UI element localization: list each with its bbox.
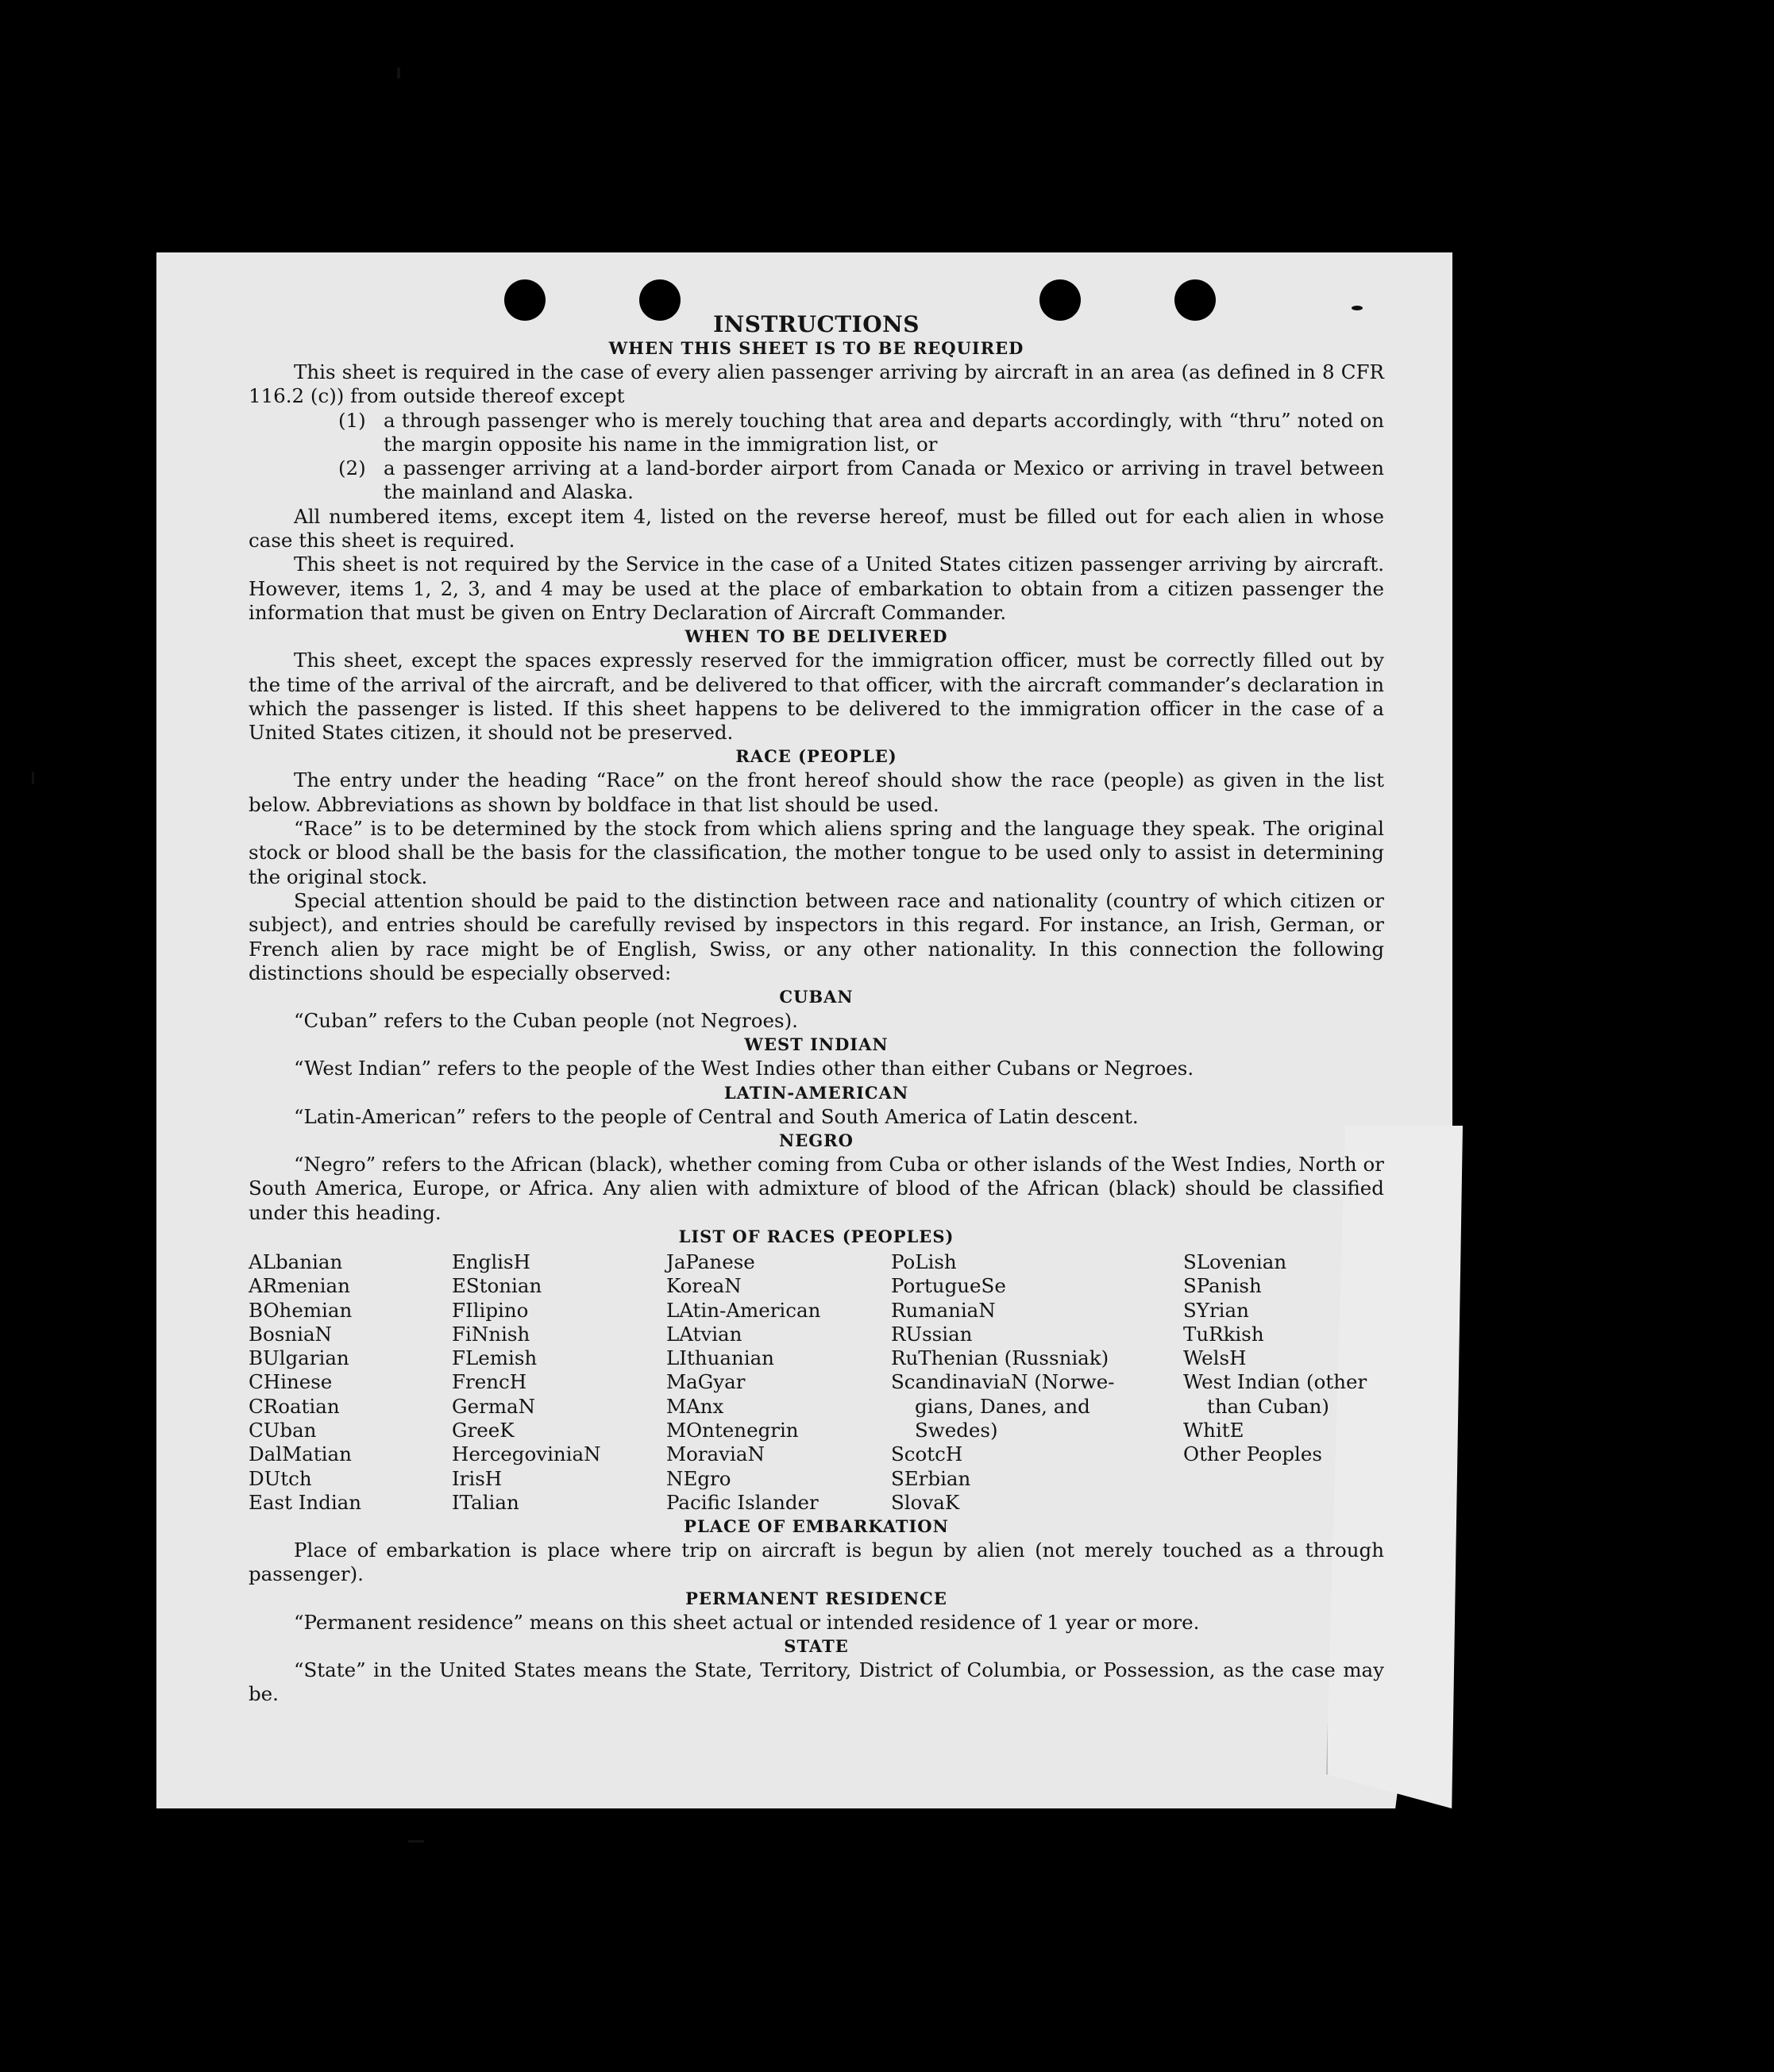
race-entry: SPanish <box>1183 1274 1262 1298</box>
race-entry: ALbanian <box>249 1250 343 1273</box>
race-entry: RuThenian (Russniak) <box>891 1346 1109 1370</box>
race-entry: ARmenian <box>249 1274 350 1298</box>
section-heading: LIST OF RACES (PEOPLES) <box>678 1226 954 1246</box>
race-entry: IrisH <box>452 1466 503 1490</box>
paragraph: “Race” is to be determined by the stock from which aliens spring and the language they speak. The original stock or blood shall be the basis for the classification, the mother tongue to be used only to assist in determining the original stock. <box>249 817 1384 888</box>
race-entry: SLovenian <box>1183 1250 1287 1273</box>
races-column <box>249 1250 452 1515</box>
section-heading: LATIN-AMERICAN <box>723 1082 909 1103</box>
race-entry: West Indian (other <box>1183 1370 1367 1394</box>
race-entry: BosniaN <box>249 1322 332 1346</box>
race-entry: East Indian <box>249 1490 362 1514</box>
race-entry: Pacific Islander <box>666 1490 819 1514</box>
race-entry: MAnx <box>666 1394 724 1418</box>
race-entry: EStonian <box>452 1274 542 1298</box>
race-entry: SlovaK <box>891 1490 960 1514</box>
item-text: a passenger arriving at a land-border airport from Canada or Mexico or arriving in travel between the mainland and Alaska. <box>384 456 1384 504</box>
item-number: (1) <box>338 408 366 432</box>
list-item <box>338 409 1384 457</box>
paragraph: “Permanent residence” means on this sheet actual or intended residence of 1 year or more. <box>294 1610 1200 1634</box>
race-entry: RUssian <box>891 1322 973 1346</box>
race-entry: BUlgarian <box>249 1346 349 1370</box>
paragraph: The entry under the heading “Race” on the front hereof should show the race (people) as given in the list below. Abbreviations as shown by boldface in that list should be used. <box>249 768 1384 816</box>
race-entry: CHinese <box>249 1370 333 1394</box>
races-list <box>249 1250 1384 1515</box>
paragraph: “Cuban” refers to the Cuban people (not Negroes). <box>294 1009 798 1033</box>
races-column <box>452 1250 666 1515</box>
race-entry: PortugueSe <box>891 1274 1006 1298</box>
race-entry: GermaN <box>452 1394 536 1418</box>
race-entry: KoreaN <box>666 1274 742 1298</box>
paragraph: “West Indian” refers to the people of the West Indies other than either Cubans or Negroes. <box>294 1057 1194 1080</box>
paragraph: All numbered items, except item 4, listed on the reverse hereof, must be filled out for each alien in whose case this sheet is required. <box>249 504 1384 553</box>
race-entry: than Cuban) <box>1207 1394 1329 1418</box>
race-entry: JaPanese <box>666 1250 755 1273</box>
section-heading: STATE <box>784 1636 849 1657</box>
race-entry: SErbian <box>891 1466 971 1490</box>
race-entry: SYrian <box>1183 1298 1249 1322</box>
race-entry: TuRkish <box>1183 1322 1264 1346</box>
race-entry: FrencH <box>452 1370 527 1394</box>
instructions-text <box>249 313 1384 1707</box>
paragraph: This sheet is required in the case of every alien passenger arriving by aircraft in an area (as defined in 8 CFR 116.2 (c)) from outside thereof except <box>249 360 1384 408</box>
item-text: a through passenger who is merely touching that area and departs accordingly, with “thru” noted on the margin opposite his name in the immigration list, or <box>384 408 1384 456</box>
race-entry: gians, Danes, and <box>915 1394 1090 1418</box>
race-entry: Other Peoples <box>1183 1442 1322 1466</box>
race-entry: GreeK <box>452 1418 515 1442</box>
section-heading: WHEN TO BE DELIVERED <box>685 626 948 647</box>
section-heading: WEST INDIAN <box>744 1034 889 1055</box>
paragraph: Special attention should be paid to the distinction between race and nationality (country of which citizen or subject), and entries should be carefully revised by inspectors in this regard. For instance, an Irish, German, or French alien by race might be of English, Swiss, or any other nationality. In this connection the following distinctions should be especially observed: <box>249 888 1384 984</box>
race-entry: EnglisH <box>452 1250 530 1273</box>
race-entry: MOntenegrin <box>666 1418 799 1442</box>
race-entry: MaGyar <box>666 1370 746 1394</box>
paragraph: This sheet is not required by the Service in the case of a United States citizen passenger arriving by aircraft. However, items 1, 2, 3, and 4 may be used at the place of embarkation to obtain from a citizen passenger the information that must be given on Entry Declaration of Aircraft Commander. <box>249 553 1384 624</box>
race-entry: HercegoviniaN <box>452 1442 601 1466</box>
race-entry: FLemish <box>452 1346 538 1370</box>
race-entry: RumaniaN <box>891 1298 996 1322</box>
section-heading: CUBAN <box>779 987 854 1007</box>
section-heading: PERMANENT RESIDENCE <box>685 1588 947 1608</box>
race-entry: FIlipino <box>452 1298 529 1322</box>
race-entry: Swedes) <box>915 1418 998 1442</box>
paragraph: Place of embarkation is place where trip on aircraft is begun by alien (not merely touched as a through passenger). <box>249 1539 1384 1586</box>
race-entry: MoraviaN <box>666 1442 765 1466</box>
race-entry: ScandinaviaN (Norwe- <box>891 1370 1115 1394</box>
race-entry: LAtin-American <box>666 1298 821 1322</box>
item-number: (2) <box>338 456 366 480</box>
races-column <box>1183 1250 1384 1515</box>
race-entry: LAtvian <box>666 1322 742 1346</box>
section-heading: WHEN THIS SHEET IS TO BE REQUIRED <box>608 338 1024 358</box>
race-entry: BOhemian <box>249 1298 353 1322</box>
race-entry: DUtch <box>249 1466 312 1490</box>
race-entry: WelsH <box>1183 1346 1247 1370</box>
paragraph: “Negro” refers to the African (black), whether coming from Cuba or other islands of the West Indies, North or South America, Europe, or Africa. Any alien with admixture of blood of the African (black) should be classified under this heading. <box>249 1153 1384 1224</box>
section-heading: PLACE OF EMBARKATION <box>684 1516 949 1537</box>
race-entry: LIthuanian <box>666 1346 774 1370</box>
section-heading: NEGRO <box>779 1130 854 1151</box>
race-entry: ITalian <box>452 1490 519 1514</box>
race-entry: CUban <box>249 1418 317 1442</box>
page-title: INSTRUCTIONS <box>713 311 920 337</box>
race-entry: WhitE <box>1183 1418 1244 1442</box>
paragraph: This sheet, except the spaces expressly reserved for the immigration officer, must be correctly filled out by the time of the arrival of the aircraft, and be delivered to that officer, with the aircraft commander’s declaration in which the passenger is listed. If this sheet happens to be delivered to the immigration officer in the case of a United States citizen, it should not be preserved. <box>249 649 1384 745</box>
paragraph: “State” in the United States means the State, Territory, District of Columbia, or Possession, as the case may be. <box>249 1658 1384 1706</box>
races-column <box>666 1250 891 1515</box>
race-entry: ScotcH <box>891 1442 963 1466</box>
race-entry: CRoatian <box>249 1394 340 1418</box>
race-entry: DalMatian <box>249 1442 352 1466</box>
race-entry: FiNnish <box>452 1322 530 1346</box>
race-entry: NEgro <box>666 1466 731 1490</box>
section-heading: RACE (PEOPLE) <box>735 746 897 767</box>
paragraph: “Latin-American” refers to the people of Central and South America of Latin descent. <box>294 1104 1139 1128</box>
races-column <box>891 1250 1183 1515</box>
race-entry: PoLish <box>891 1250 957 1273</box>
list-item <box>338 456 1384 505</box>
